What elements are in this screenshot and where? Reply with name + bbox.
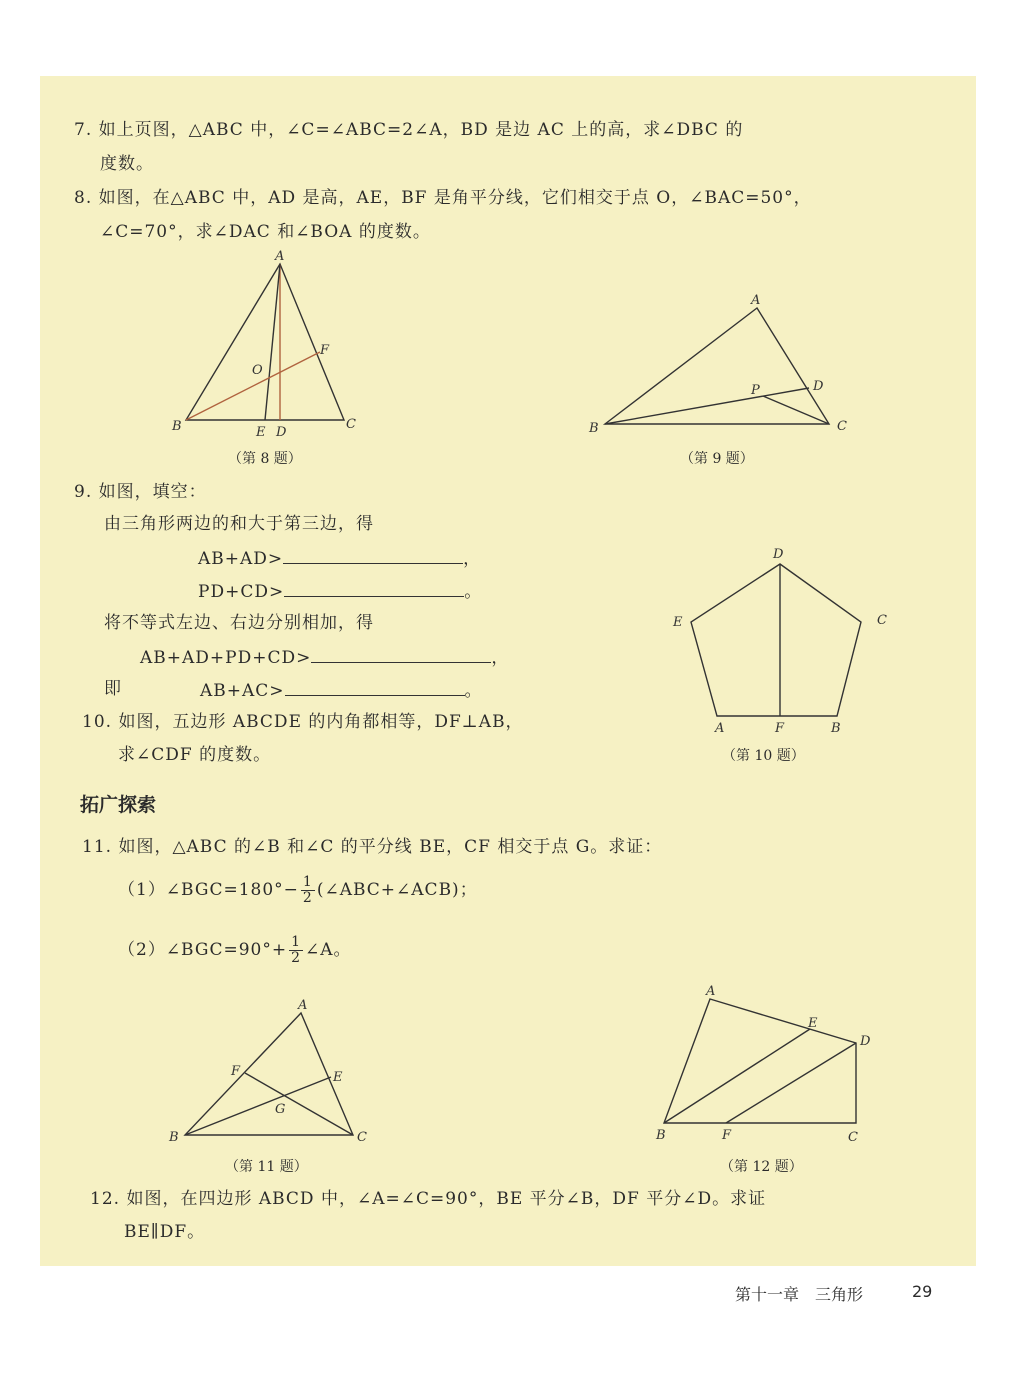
problem-11-part-2 (118, 935, 352, 966)
frac-num: 1 (302, 874, 313, 890)
fig10-pentagon (691, 564, 861, 716)
ineq-3-text: AB+AD+PD+CD> (140, 648, 312, 668)
fig8-label-e: E (256, 425, 266, 440)
problem-9-inequality-4 (200, 677, 483, 703)
fig12-bisector-be (664, 1029, 810, 1123)
fig9-label-p: P (751, 383, 760, 398)
problem-11-part-1 (118, 875, 478, 906)
problem-9-inequality-2 (198, 578, 482, 604)
caption-figure-12: （第 12 题） (720, 1159, 803, 1175)
ineq-3-comma: ， (491, 648, 510, 668)
problem-7-line-2: 度数。 (100, 154, 154, 174)
fig9-label-a: A (751, 293, 761, 308)
problem-9-ji: 即 (104, 679, 122, 699)
fig8-label-c: C (346, 417, 356, 432)
fig8-label-f: F (320, 343, 330, 358)
problem-9-line-2: 由三角形两边的和大于第三边，得 (104, 514, 374, 534)
fig8-triangle-abc (186, 264, 344, 420)
fig10-label-d: D (773, 547, 784, 562)
answer-blank-3[interactable] (311, 644, 491, 663)
fig11-bisector-be (185, 1077, 331, 1135)
fig11-label-a: A (298, 998, 308, 1013)
fraction-one-half (301, 875, 315, 906)
fig11-label-b: B (169, 1130, 179, 1145)
fig12-label-f: F (722, 1128, 732, 1143)
fig8-bisector-ae (265, 264, 280, 420)
fig9-label-b: B (589, 421, 599, 436)
fig12-bisector-df (726, 1043, 856, 1123)
ineq-4-text: AB+AC> (200, 681, 285, 701)
frac-den-b: 2 (291, 950, 301, 966)
ineq-1-comma: ， (463, 549, 482, 569)
ineq-2-text: PD+CD> (198, 582, 285, 602)
problem-10-line-1: 10. 如图，五边形 ABCDE 的内角都相等，DF⊥AB， (82, 712, 524, 732)
problem-10-line-2: 求∠CDF 的度数。 (118, 745, 272, 765)
fig9-triangle-abc (605, 308, 829, 424)
problem-9-inequality-3 (140, 644, 509, 670)
figure-11 (165, 995, 385, 1155)
caption-figure-10: （第 10 题） (722, 748, 805, 764)
problem-8-line-2: ∠C=70°，求∠DAC 和∠BOA 的度数。 (100, 222, 431, 242)
problem-9-line-5: 将不等式左边、右边分别相加，得 (104, 613, 374, 633)
fig12-label-d: D (860, 1034, 871, 1049)
problem-11-line-1: 11. 如图，△ABC 的∠B 和∠C 的平分线 BE，CF 相交于点 G。求证： (82, 837, 663, 857)
fig10-label-a: A (715, 721, 725, 736)
fig8-label-o: O (252, 363, 263, 378)
problem-12-line-1: 12. 如图，在四边形 ABCD 中，∠A=∠C=90°，BE 平分∠B，DF 平分∠D。求证 (90, 1189, 767, 1209)
fig9-line-pc (763, 396, 829, 424)
fig10-label-e: E (673, 615, 683, 630)
fig12-label-b: B (656, 1128, 666, 1143)
fig11-label-e: E (333, 1070, 343, 1085)
fig8-label-b: B (172, 419, 182, 434)
problem-8-line-1: 8. 如图，在△ABC 中，AD 是高，AE，BF 是角平分线，它们相交于点 O，∠BAC=50°， (74, 188, 812, 208)
fig9-label-c: C (837, 419, 847, 434)
p11-b-post: ∠A。 (305, 940, 352, 960)
fig8-label-d: D (276, 425, 287, 440)
p11-a-pre: （1）∠BGC=180°− (118, 880, 299, 900)
fig12-label-a: A (706, 984, 716, 999)
fig8-label-a: A (275, 249, 285, 264)
p11-b-pre: （2）∠BGC=90°+ (118, 940, 288, 960)
problem-12-line-2: BE∥DF。 (124, 1222, 206, 1242)
page-number: 29 (912, 1282, 933, 1301)
ineq-4-period: 。 (464, 681, 483, 701)
fig11-triangle-abc (185, 1013, 353, 1135)
ineq-1-text: AB+AD> (198, 549, 284, 569)
figure-9 (585, 290, 855, 440)
fig9-label-d: D (813, 379, 824, 394)
answer-blank-1[interactable] (283, 545, 463, 564)
fig9-line-bd (605, 388, 809, 424)
frac-num-b: 1 (291, 934, 301, 950)
figure-12 (650, 985, 890, 1150)
fig11-label-g: G (275, 1102, 286, 1117)
problem-9-line-1: 9. 如图，填空： (74, 482, 207, 502)
chapter-footer: 第十一章 三角形 (735, 1285, 864, 1304)
fig10-label-f: F (775, 721, 785, 736)
problem-7-line-1: 7. 如上页图，△ABC 中，∠C=∠ABC=2∠A，BD 是边 AC 上的高，求∠DBC 的 (74, 120, 744, 140)
ineq-2-period: 。 (464, 582, 483, 602)
section-heading: 拓广探索 (80, 794, 157, 816)
fig12-label-e: E (808, 1016, 818, 1031)
fig12-label-c: C (848, 1130, 858, 1145)
figure-10 (665, 540, 905, 740)
answer-blank-2[interactable] (284, 578, 464, 597)
figure-8 (150, 250, 380, 450)
caption-figure-9: （第 9 题） (680, 451, 754, 467)
fig10-label-c: C (877, 613, 887, 628)
fig11-label-c: C (357, 1130, 367, 1145)
fig10-label-b: B (831, 721, 841, 736)
problem-9-inequality-1 (198, 545, 481, 571)
fig11-label-f: F (231, 1064, 241, 1079)
frac-den: 2 (302, 890, 313, 906)
p11-a-post: (∠ABC+∠ACB)； (316, 880, 478, 900)
caption-figure-8: （第 8 题） (228, 451, 302, 467)
answer-blank-4[interactable] (285, 677, 465, 696)
caption-figure-11: （第 11 题） (225, 1159, 308, 1175)
fraction-one-half-b (289, 935, 303, 966)
